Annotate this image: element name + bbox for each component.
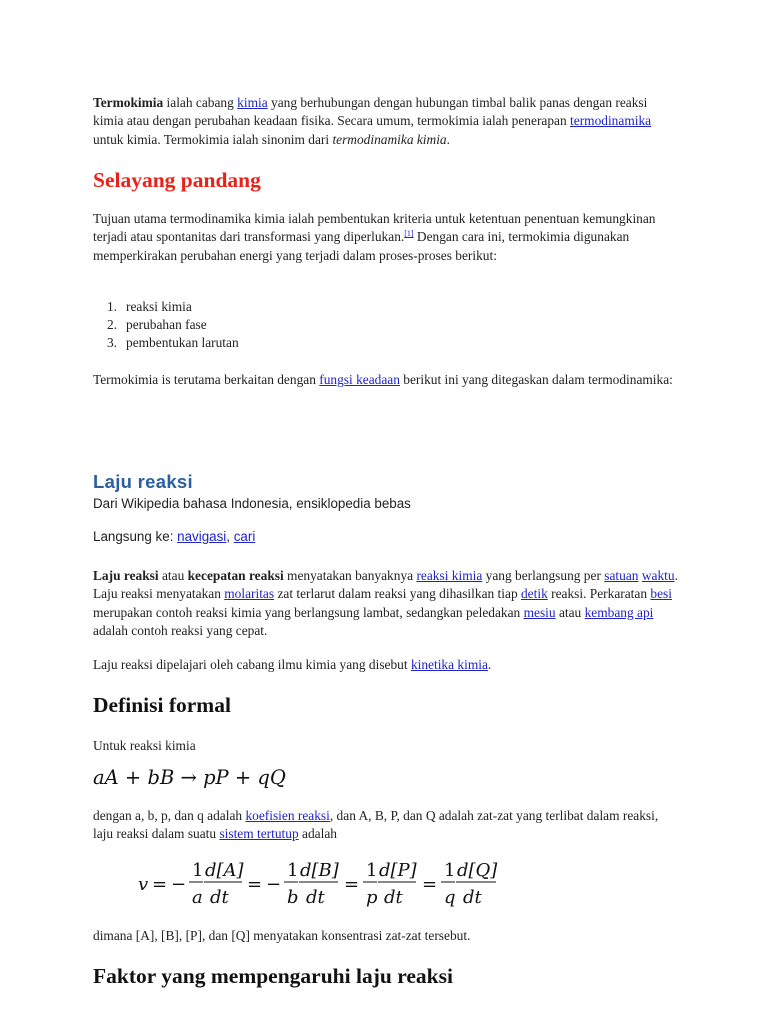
heading-definisi-formal: Definisi formal	[93, 693, 231, 717]
link-koefisien-reaksi[interactable]: koefisien reaksi	[245, 808, 330, 823]
frac-num: 1	[192, 860, 204, 881]
reference-link[interactable]: [1]	[404, 229, 414, 239]
eq-sign: =	[247, 874, 263, 895]
link-kinetika-kimia[interactable]: kinetika kimia	[410, 657, 488, 672]
wiki-subtitle: Dari Wikipedia bahasa Indonesia, ensiklopedia bebas	[93, 496, 411, 511]
heading-selayang-pandang: Selayang pandang	[93, 168, 261, 192]
list-item: 1. reaksi kimia	[106, 299, 192, 314]
frac-num: d[P]	[379, 860, 417, 881]
frac-num: d[A]	[205, 860, 244, 881]
reaction-equation: aA + bB → pP + qQ	[93, 766, 286, 789]
link-detik[interactable]: detik	[520, 586, 548, 602]
link-reaksi-kimia[interactable]: reaksi kimia	[416, 568, 483, 583]
link-cari[interactable]: cari	[233, 529, 256, 544]
link-termodinamika[interactable]: termodinamika	[570, 113, 652, 129]
link-molaritas[interactable]: molaritas	[224, 586, 275, 602]
frac-den: q	[444, 887, 456, 908]
frac-den: p	[366, 887, 378, 908]
frac-den: dt	[210, 887, 229, 908]
selayang-paragraph: Tujuan utama termodinamika kimia ialah pembentukan kriteria untuk ketentuan penentuan kemungkinan terjadi atau spontanitas dari transformasi yang diperlukan.[1] Dengan cara ini, termokimia digunakan memperkirakan perubahan energi yang terjadi dalam proses-proses berikut:	[93, 211, 656, 263]
frac-num: d[Q]	[457, 860, 498, 881]
frac-num: 1	[287, 860, 299, 881]
fungsi-keadaan-paragraph: Termokimia is terutama berkaitan dengan fungsi keadaan berikut ini yang ditegaskan dalam termodinamika:	[93, 372, 673, 387]
link-mesiu[interactable]: mesiu	[523, 604, 556, 620]
laju-paragraph: Laju reaksi atau kecepatan reaksi menyatakan banyaknya reaksi kimia yang berlangsung per satuan waktu. Laju reaksi menyatakan molaritas zat terlarut dalam reaksi yang dihasilkan tiap detik reaksi. Perkaratan besi merupakan contoh reaksi kimia yang berlangsung lambat, sedangkan peledakan mesiu atau kembang api adalah contoh reaksi yang cepat.	[93, 568, 678, 638]
link-satuan[interactable]: satuan	[604, 568, 639, 583]
intro-paragraph: Termokimia ialah cabang kimia yang berhubungan dengan hubungan timbal balik panas dengan reaksi kimia atau dengan perubahan keadaan fisika. Secara umum, termokimia ialah penerapan termodinamika untuk kimia. Termokimia ialah sinonim dari termodinamika kimia.	[93, 95, 652, 147]
process-list	[93, 298, 239, 352]
kinetika-paragraph: Laju reaksi dipelajari oleh cabang ilmu kimia yang disebut kinetika kimia.	[93, 657, 492, 672]
list-item: 3. pembentukan larutan	[106, 335, 239, 350]
link-kembang-api[interactable]: kembang api	[584, 604, 654, 620]
eq-sign: =	[344, 874, 360, 895]
frac-num: 1	[444, 860, 456, 881]
link-fungsi-keadaan[interactable]: fungsi keadaan	[319, 372, 400, 387]
definisi-intro: Untuk reaksi kimia	[93, 738, 196, 753]
eq-sign: =	[422, 874, 438, 895]
frac-num: 1	[366, 860, 378, 881]
frac-den: dt	[306, 887, 325, 908]
minus-sign: −	[266, 874, 282, 895]
rate-equation	[130, 852, 510, 912]
list-item: 2. perubahan fase	[106, 317, 207, 332]
link-waktu[interactable]: waktu	[641, 568, 675, 583]
konsentrasi-paragraph: dimana [A], [B], [P], dan [Q] menyatakan konsentrasi zat-zat tersebut.	[93, 928, 471, 943]
frac-num: d[B]	[300, 860, 339, 881]
minus-sign: −	[171, 874, 187, 895]
frac-den: b	[287, 887, 299, 908]
eq-sign: =	[152, 874, 168, 895]
link-sistem-tertutup[interactable]: sistem tertutup	[219, 826, 299, 842]
link-kimia[interactable]: kimia	[237, 95, 268, 110]
koefisien-paragraph: dengan a, b, p, dan q adalah koefisien reaksi, dan A, B, P, dan Q adalah zat-zat yang terlibat dalam reaksi, laju reaksi dalam suatu sistem tertutup adalah	[93, 808, 659, 842]
frac-den: a	[192, 887, 203, 908]
link-besi[interactable]: besi	[650, 586, 672, 602]
frac-den: dt	[384, 887, 403, 908]
jump-to-line: Langsung ke: navigasi, cari	[93, 529, 256, 544]
frac-den: dt	[463, 887, 482, 908]
link-navigasi[interactable]: navigasi	[177, 529, 227, 544]
heading-faktor: Faktor yang mempengaruhi laju reaksi	[93, 964, 453, 988]
heading-laju-reaksi: Laju reaksi	[93, 471, 193, 492]
intro-term: Termokimia	[93, 95, 164, 110]
rate-v: v	[138, 874, 149, 895]
